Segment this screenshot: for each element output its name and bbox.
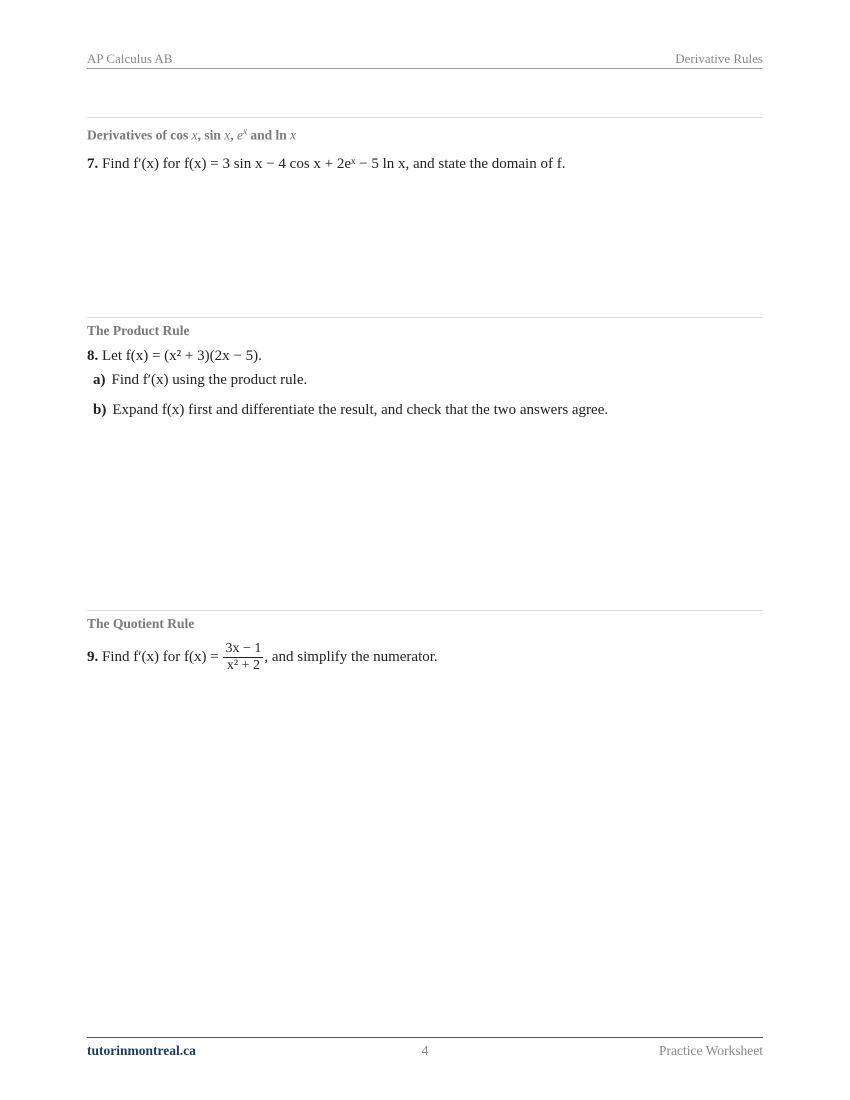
fraction: [223, 641, 263, 674]
site-brand[interactable]: tutorinmontreal.ca: [87, 1043, 196, 1058]
problem-text: Find f′(x) for f(x) = 3 sin x − 4 cos x + 2eˣ − 5 ln x, and state the domain of f.: [102, 156, 566, 172]
problem-lead: Find f′(x) for f(x) =: [102, 648, 219, 665]
course-name: AP Calculus AB: [87, 51, 173, 66]
page-header: [87, 50, 763, 69]
problem-number: 8.: [87, 348, 99, 364]
page-footer: [87, 1037, 763, 1058]
problem-number: 7.: [87, 156, 99, 172]
section-title: The Quotient Rule: [87, 616, 195, 631]
part-text: Expand f(x) first and differentiate the result, and check that the two answers agree.: [112, 402, 609, 418]
section-product-rule: [87, 317, 763, 420]
part-label: b): [93, 402, 107, 418]
problem-8-part-b: [93, 400, 763, 420]
part-text: Find f′(x) using the product rule.: [111, 372, 308, 388]
fraction-numerator: 3x − 1: [225, 641, 262, 656]
section-title: The Product Rule: [87, 323, 190, 338]
part-label: a): [93, 372, 106, 388]
problem-8: [87, 346, 763, 366]
section-derivatives-basic: [87, 117, 763, 174]
problem-9: [87, 641, 763, 674]
section-quotient-rule: [87, 610, 763, 674]
problem-text: Let f(x) = (x² + 3)(2x − 5).: [102, 348, 262, 364]
page-number: 4: [421, 1043, 429, 1058]
problem-number: 9.: [87, 648, 99, 665]
problem-7: [87, 154, 763, 174]
worksheet-topic: Derivative Rules: [675, 51, 763, 66]
problem-tail: , and simplify the numerator.: [264, 648, 438, 665]
fraction-denominator: x² + 2: [226, 658, 260, 673]
document-type: Practice Worksheet: [659, 1043, 763, 1058]
problem-8-part-a: [93, 370, 763, 390]
section-title: Derivatives of cos x, sin x, $e^x$ and ln x: [87, 126, 297, 143]
